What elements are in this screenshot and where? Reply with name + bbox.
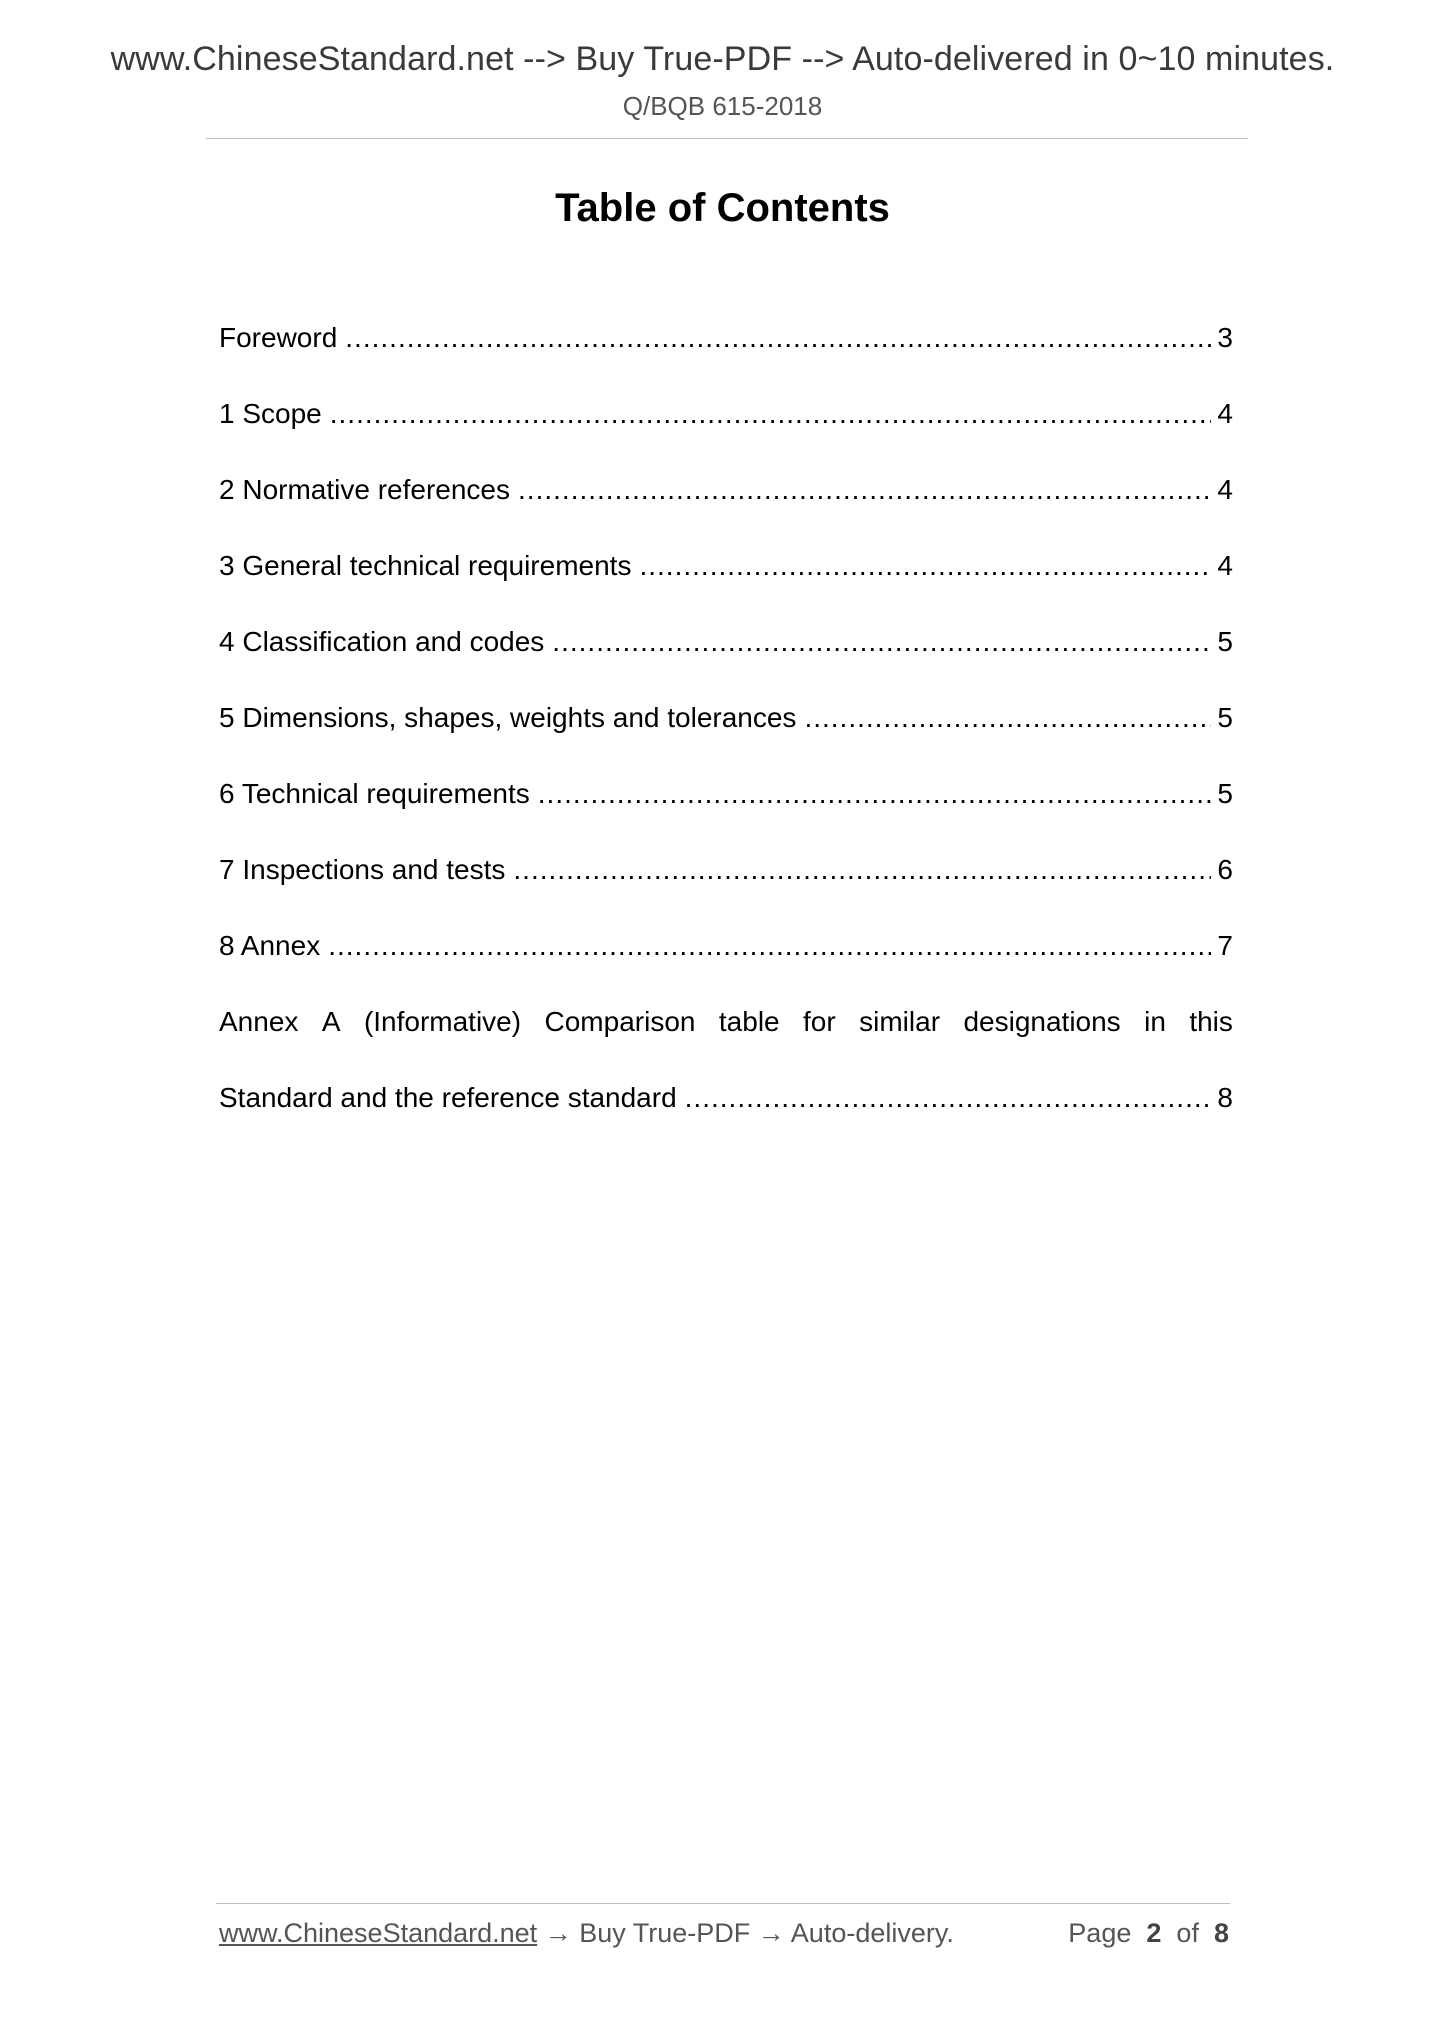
dot-leader [518,474,1211,506]
toc-entry-page: 5 [1217,778,1233,809]
toc-entry-annex[interactable] [219,908,1233,984]
current-page: 2 [1146,1918,1162,1948]
annex-a-word: this [1189,1006,1233,1037]
annex-a-word: in [1144,1006,1166,1037]
footer-promo [219,1918,954,1949]
toc-entry-general-technical-requirements[interactable] [219,528,1233,604]
toc-entry-page: 4 [1217,550,1233,581]
toc-entry-page: 5 [1217,702,1233,733]
dot-leader [685,1082,1212,1114]
total-pages: 8 [1213,1918,1229,1948]
dot-leader [330,398,1212,430]
toc-entry-page: 3 [1217,322,1233,353]
toc-entry-page: 8 [1217,1082,1233,1113]
toc-entry-inspections-and-tests[interactable] [219,832,1233,908]
toc-entry-classification-and-codes[interactable] [219,604,1233,680]
toc-entry-scope[interactable] [219,376,1233,452]
arrow-right-icon: → [544,1918,572,1948]
toc-entry-technical-requirements[interactable] [219,756,1233,832]
toc-entry-label: 4 Classification and codes [219,626,545,657]
dot-leader [328,930,1211,962]
dot-leader [345,322,1211,354]
footer-divider [216,1903,1230,1904]
header-divider [206,138,1248,139]
page-footer [219,1918,1229,1958]
annex-a-word: Comparison [544,1006,696,1037]
document-id: Q/BQB 615-2018 [622,91,823,121]
toc-entry-label: Foreword [219,322,338,353]
toc-entry-label: 2 Normative references [219,474,511,505]
toc-entry-annex-a-line1[interactable] [219,984,1233,1060]
toc-entry-page: 4 [1217,474,1233,505]
toc-entry-label: 3 General technical requirements [219,550,632,581]
page-label: Page [1068,1918,1132,1948]
toc-entry-page: 6 [1217,854,1233,885]
toc-entry-dimensions[interactable] [219,680,1233,756]
toc-entry-label: Standard and the reference standard [219,1082,677,1113]
annex-a-word: table [718,1006,780,1037]
toc-entry-foreword[interactable] [219,300,1233,376]
arrow-right-icon: → [757,1918,785,1948]
footer-text-delivery: Auto-delivery. [790,1918,954,1948]
page-number [1068,1918,1229,1949]
toc-entry-page: 4 [1217,398,1233,429]
toc-entry-label: 6 Technical requirements [219,778,530,809]
annex-a-word: for [803,1006,836,1037]
table-of-contents [219,300,1233,1136]
toc-entry-label: 7 Inspections and tests [219,854,506,885]
footer-site-link[interactable]: www.ChineseStandard.net [219,1918,538,1948]
annex-a-word: (Informative) [363,1006,522,1037]
dot-leader [552,626,1211,658]
site-banner: www.ChineseStandard.net --> Buy True-PDF --> Auto-delivered in 0~10 minutes. [110,40,1335,78]
footer-text-buy: Buy True-PDF [579,1918,751,1948]
dot-leader [513,854,1211,886]
annex-a-word: A [321,1006,341,1037]
annex-a-word: Annex [219,1006,299,1037]
toc-entry-label: 8 Annex [219,930,321,961]
toc-entry-normative-references[interactable] [219,452,1233,528]
of-label: of [1176,1918,1199,1948]
toc-entry-annex-a-line2[interactable] [219,1060,1233,1136]
annex-a-word: similar [859,1006,941,1037]
toc-entry-page: 7 [1217,930,1233,961]
dot-leader [639,550,1211,582]
toc-entry-label: 5 Dimensions, shapes, weights and tolerances [219,702,797,733]
toc-entry-label: 1 Scope [219,398,322,429]
toc-entry-page: 5 [1217,626,1233,657]
page-title: Table of Contents [555,186,890,230]
annex-a-word: designations [963,1006,1121,1037]
dot-leader [804,702,1211,734]
dot-leader [538,778,1212,810]
